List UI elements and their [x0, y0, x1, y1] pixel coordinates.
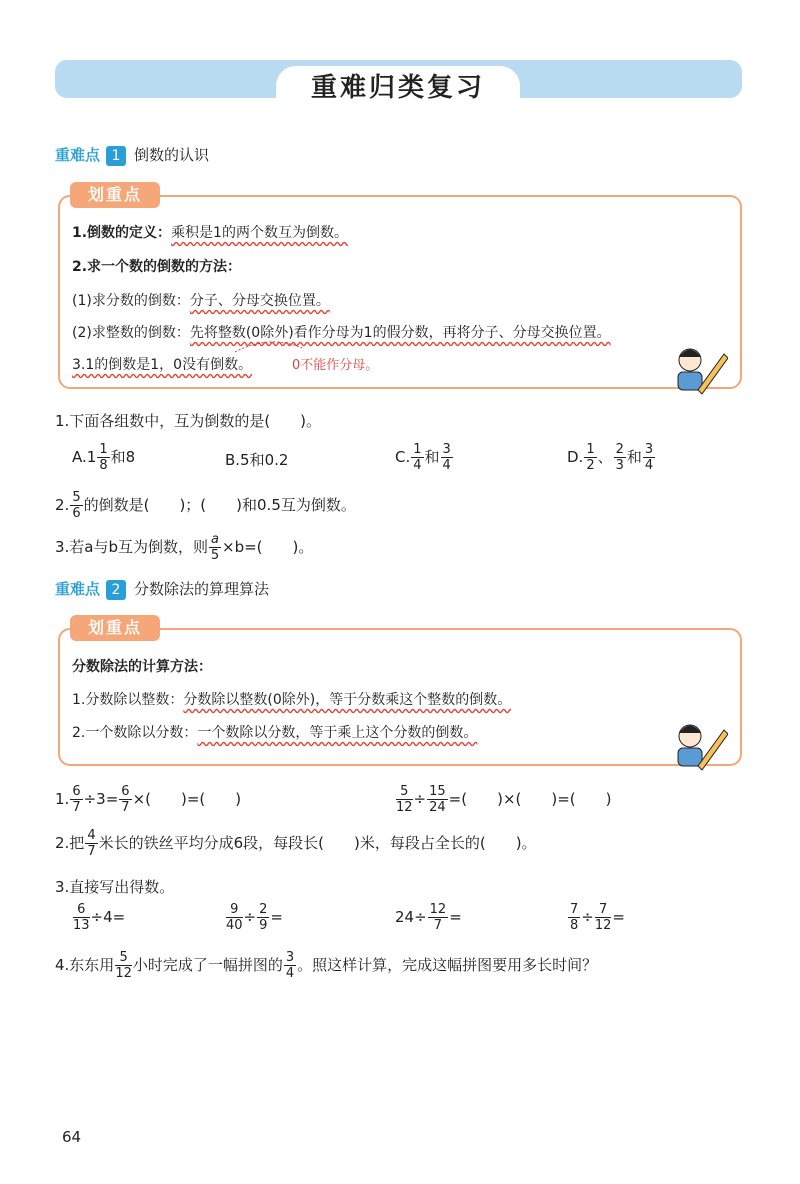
section1-label: 重难点 — [55, 146, 101, 164]
s1-line-2: 2.求一个数的倒数的方法： — [72, 259, 242, 275]
section2-label: 重难点 — [55, 580, 101, 598]
section2-keypoint-tag: 划重点 — [70, 615, 160, 641]
s1-q1-option-b[interactable]: B.5和0.2 — [225, 451, 289, 469]
s2-q3-expr-2: $\frac{9}{40}$ ÷ $\frac{2}{9}$ = — [226, 902, 283, 933]
s1-line-5: 3.1的倒数是1，0没有倒数。 — [72, 357, 253, 373]
s2-line-3: 2.一个数除以分数：一个数除以分数，等于乘上这个分数的倒数。 — [72, 725, 478, 741]
s2-q3-stem: 3.直接写出得数。 — [55, 878, 175, 896]
page-number: 64 — [62, 1128, 82, 1146]
s2-q3-expr-3: 24÷ $\frac{12}{7}$ = — [395, 902, 462, 933]
section1-number: 1 — [106, 146, 126, 166]
s2-line-2: 1.分数除以整数：分数除以整数(0除外)，等于分数乘这个整数的倒数。 — [72, 692, 512, 708]
s2-q1b: $\frac{5}{12}$ ÷ $\frac{15}{24}$ =( )×( )=( ) — [396, 784, 612, 815]
s1-note: 0不能作分母。 — [292, 358, 379, 373]
s1-line-4: (2)求整数的倒数：先将整数(0除外)看作分母为1的假分数，再将分子、分母交换位置。 — [72, 325, 611, 341]
s1-q1-option-d[interactable]: D. $\frac{1}{2}$ 、 $\frac{2}{3}$ 和 $\frac{3}{4}$ — [567, 442, 654, 473]
section1-keypoint-tag: 划重点 — [70, 182, 160, 208]
section2-title: 分数除法的算理算法 — [134, 580, 270, 598]
s1-q3: 3.若a与b互为倒数，则 $\frac{a}{5}$ ×b=( )。 — [55, 532, 314, 563]
section2-number: 2 — [106, 580, 126, 600]
page-title: 重难归类复习 — [276, 66, 520, 106]
s1-q1-stem: 1.下面各组数中，互为倒数的是( )。 — [55, 412, 322, 430]
note-arrow-icon — [230, 336, 310, 356]
s1-q1-option-c[interactable]: C. $\frac{1}{4}$ 和 $\frac{3}{4}$ — [395, 442, 451, 473]
s2-q4: 4.东东用 $\frac{5}{12}$ 小时完成了一幅拼图的 $\frac{3}{4}$ 。照这样计算，完成这幅拼图要用多长时间？ — [55, 950, 598, 981]
s1-q2: 2. $\frac{5}{6}$ 的倒数是( )；( )和0.5互为倒数。 — [55, 490, 356, 521]
s2-line-1: 分数除法的计算方法： — [72, 659, 212, 675]
section1-title: 倒数的认识 — [134, 146, 210, 164]
pencil-mascot-icon-2 — [668, 716, 728, 774]
s1-line-1: 1.倒数的定义：乘积是1的两个数互为倒数。 — [72, 225, 348, 241]
s2-q3-expr-1: $\frac{6}{13}$ ÷4= — [73, 902, 126, 933]
s2-q1a: 1. $\frac{6}{7}$ ÷3= $\frac{6}{7}$ ×( )=( ) — [55, 784, 242, 815]
s2-q3-expr-4: $\frac{7}{8}$ ÷ $\frac{7}{12}$ = — [570, 902, 625, 933]
s2-q2: 2.把 $\frac{4}{7}$ 米长的铁丝平均分成6段，每段长( )米，每段占全长的( )。 — [55, 828, 537, 859]
s1-q1-option-a[interactable]: A.1 $\frac{1}{8}$ 和8 — [72, 442, 136, 473]
pencil-mascot-icon — [668, 340, 728, 398]
section2-heading — [55, 578, 269, 600]
s1-line-3: (1)求分数的倒数：分子、分母交换位置。 — [72, 293, 330, 309]
section1-heading — [55, 144, 209, 166]
